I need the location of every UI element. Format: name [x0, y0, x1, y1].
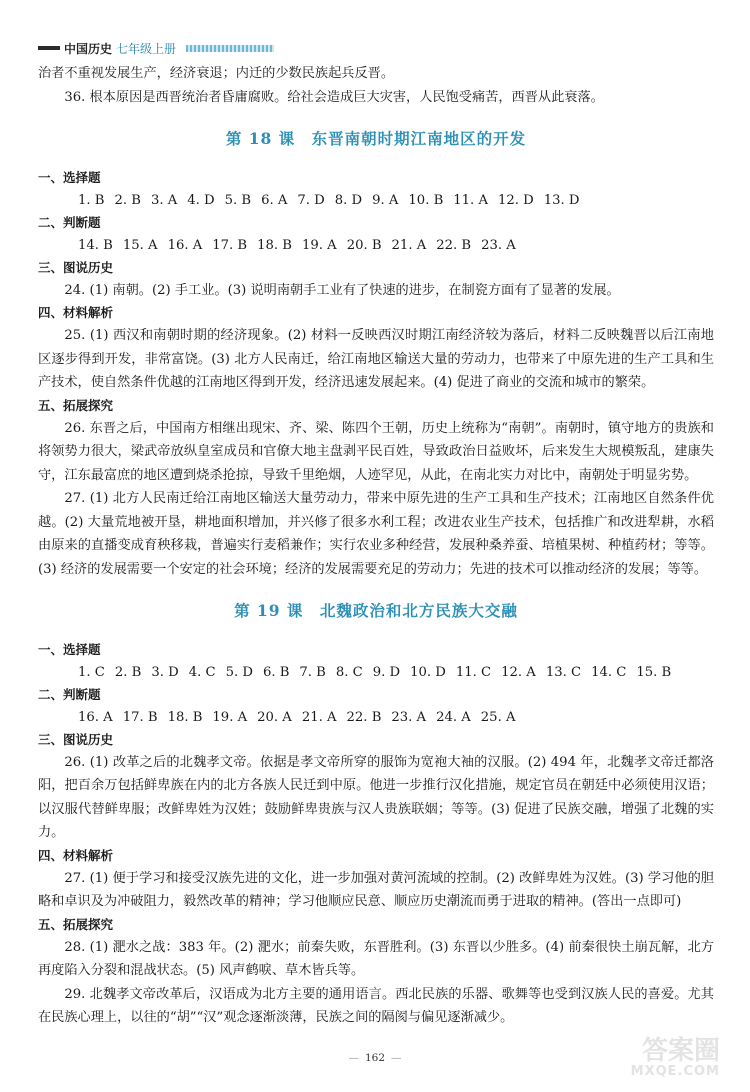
answer-item: 22. B [346, 709, 382, 725]
answer-item: 12. A [501, 664, 536, 680]
lesson-19-title: 第 19 课 北魏政治和北方民族大交融 [234, 601, 518, 620]
answer-item: 19. A [301, 237, 337, 253]
answer-item: 5. B [224, 192, 252, 208]
watermark-logo: 答案圈 [641, 1036, 720, 1066]
answer-29: 29. 北魏孝文帝改革后，汉语成为北方主要的通用语言。西北民族的乐器、歌舞等也受到汉族人民的喜爱。尤其在民族心理上，以往的“胡”“汉”观念逐渐淡薄，民族之间的隔阂与偏见逐渐减少。 [38, 986, 714, 1025]
answer-item: 17. B [212, 237, 248, 253]
answer-item: 6. B [262, 664, 290, 680]
section-heading: 一、选择题 [38, 641, 101, 657]
header-decoration [186, 45, 274, 52]
answer-28: 28. (1) 淝水之战：383 年。(2) 淝水；前秦失败，东晋胜利。(3) 东晋以少胜多。(4) 前秦很快土崩瓦解，北方再度陷入分裂和混战状态。(5) 风声鹤唳、草木皆兵等。 [38, 939, 714, 978]
answer-item: 7. B [299, 664, 326, 680]
answer-item: 4. C [188, 664, 216, 680]
answer-item: 22. B [436, 237, 472, 253]
answer-item: 20. A [257, 709, 292, 725]
answer-25: 25. (1) 西汉和南朝时期的经济现象。(2) 材料一反映西汉时期江南经济较为落后，材料二反映魏晋以后江南地区逐步得到开发，非常富饶。(3) 北方人民南迁，给江南地区输送大量的劳动力，也带来了中原先进的生产工具和生产技术，使自然条件优越的江南地区得到开发，经济迅速发展起来。(4) 促进了商业的交流和城市的繁荣。 [38, 328, 714, 390]
answer-item: 17. B [122, 709, 158, 725]
answer-26: 26. 东晋之后，中国南方相继出现宋、齐、梁、陈四个王朝，历史上统称为“南朝”。南朝时，镇守地方的贵族和将领势力很大，梁武帝放纵皇室成员和官僚大地主盘剥平民百姓，导致政治日益败坏，后来发生大规模叛乱，建康失守，江东最富庶的地区遭到烧杀抢掠，导致千里绝烟，人迹罕见，从此，在南北实力对比中，南朝处于明显劣势。 [38, 420, 714, 483]
footer-dash-left: — [348, 1052, 359, 1064]
lesson-18-title: 第 18 课 东晋南朝时期江南地区的开发 [225, 129, 527, 148]
section-heading: 四、材料解析 [38, 305, 114, 320]
answer-item: 4. D [187, 192, 215, 208]
section-heading: 四、材料解析 [38, 847, 114, 863]
answer-item: 12. D [497, 192, 534, 208]
answer-item: 1. B [78, 192, 105, 208]
answer-item: 9. A [372, 192, 399, 208]
footer-dash-right: — [391, 1052, 402, 1064]
section-heading: 五、拓展探究 [38, 397, 114, 413]
answer-item: 8. C [335, 664, 363, 680]
section-heading: 一、选择题 [38, 169, 101, 185]
answer-item: 24. A [436, 709, 471, 725]
answer-item: 10. D [410, 664, 446, 680]
answer-item: 14. B [78, 237, 113, 253]
judge-answers [38, 706, 714, 729]
answer-item: 2. B [114, 192, 141, 208]
answer-36: 36. 根本原因是西晋统治者昏庸腐败。给社会造成巨大灾害，人民饱受痛苦，西晋从此衰落。 [64, 89, 604, 105]
answer-item: 1. C [78, 664, 105, 680]
answer-item: 15. B [636, 664, 672, 680]
answer-item: 23. A [481, 237, 516, 253]
answer-27: 27. (1) 北方人民南迁给江南地区输送大量劳动力，带来中原先进的生产工具和生产技术；江南地区自然条件优越。(2) 大量荒地被开垦，耕地面积增加，并兴修了很多水利工程；改进农业生产技术，包括推广和改进犁耕，水稻由原来的直播变成育秧移栽，普遍实行麦稻兼作；实行农业多种经营，发展种桑养蚕、培植果树、种植药材；等等。(3) 经济的发展需要一个安定的社会环境；经济的发展需要充足的劳动力；先进的技术可以推动经济的发展；等等。 [38, 491, 714, 577]
answer-item: 21. A [391, 237, 427, 253]
answer-item: 11. A [453, 192, 488, 208]
running-header [38, 41, 274, 55]
answer-item: 20. B [346, 237, 382, 253]
page-number: 162 [364, 1052, 386, 1064]
answer-item: 6. A [261, 192, 288, 208]
answer-item: 18. B [167, 709, 203, 725]
answer-item: 25. A [480, 709, 516, 725]
answer-item: 7. D [297, 192, 325, 208]
answer-item: 13. D [543, 192, 580, 208]
section-heading: 三、图说历史 [38, 259, 114, 275]
answer-item: 16. A [78, 709, 113, 725]
answer-item: 8. D [334, 192, 363, 208]
answer-item: 10. B [408, 192, 444, 208]
page-footer [0, 1052, 750, 1064]
answer-item: 3. A [150, 192, 178, 208]
answer-item: 9. D [372, 664, 401, 680]
answer-24: 24. (1) 南朝。(2) 手工业。(3) 说明南朝手工业有了快速的进步，在制瓷方面有了显著的发展。 [64, 282, 620, 298]
answer-26b: 26. (1) 改革之后的北魏孝文帝。依据是孝文帝所穿的服饰为宽袍大袖的汉服。(2) 494 年，北魏孝文帝迁都洛阳，把百余万包括鲜卑族在内的北方各族人民迁到中原。他进一步推行汉化措施，规定官员在朝廷中必须使用汉语；以汉服代替鲜卑服；改鲜卑姓为汉姓；鼓励鲜卑贵族与汉人贵族联姻；等等。(3) 促进了民族交融，增强了北魏的实力。 [38, 754, 714, 840]
judge-answers [38, 234, 714, 257]
watermark-url: MXQE.COM [630, 1064, 720, 1079]
section-heading: 二、判断题 [38, 214, 101, 230]
section-heading: 三、图说历史 [38, 731, 114, 747]
section-heading: 五、拓展探究 [38, 916, 114, 932]
answer-item: 16. A [167, 237, 203, 253]
answer-item: 19. A [212, 709, 248, 725]
choice-answers [38, 661, 714, 684]
header-grade: 七年级上册 [116, 41, 177, 56]
header-subject: 中国历史 [64, 41, 113, 56]
header-bar [38, 46, 60, 50]
answer-item: 13. C [545, 664, 582, 680]
section-heading: 二、判断题 [38, 686, 101, 702]
answer-item: 2. B [114, 664, 142, 680]
answer-item: 15. A [122, 237, 158, 253]
carryover-text: 治者不重视发展生产，经济衰退；内迁的少数民族起兵反晋。 [38, 66, 395, 81]
answer-27b: 27. (1) 便于学习和接受汉族先进的文化，进一步加强对黄河流域的控制。(2) 改鲜卑姓为汉姓。(3) 学习他的胆略和卓识及为冲破阻力，毅然改革的精神；学习他顺应民意、顺应历史潮流而勇于进取的精神。(答出一点即可) [38, 870, 714, 909]
answer-item: 21. A [301, 709, 337, 725]
answer-item: 18. B [257, 237, 292, 253]
page-content [38, 62, 714, 1030]
answer-item: 14. C [591, 664, 627, 680]
answer-item: 5. D [225, 664, 253, 680]
answer-item: 3. D [151, 664, 179, 680]
answer-item: 11. C [455, 664, 492, 680]
choice-answers [38, 189, 714, 212]
answer-item: 23. A [391, 709, 427, 725]
